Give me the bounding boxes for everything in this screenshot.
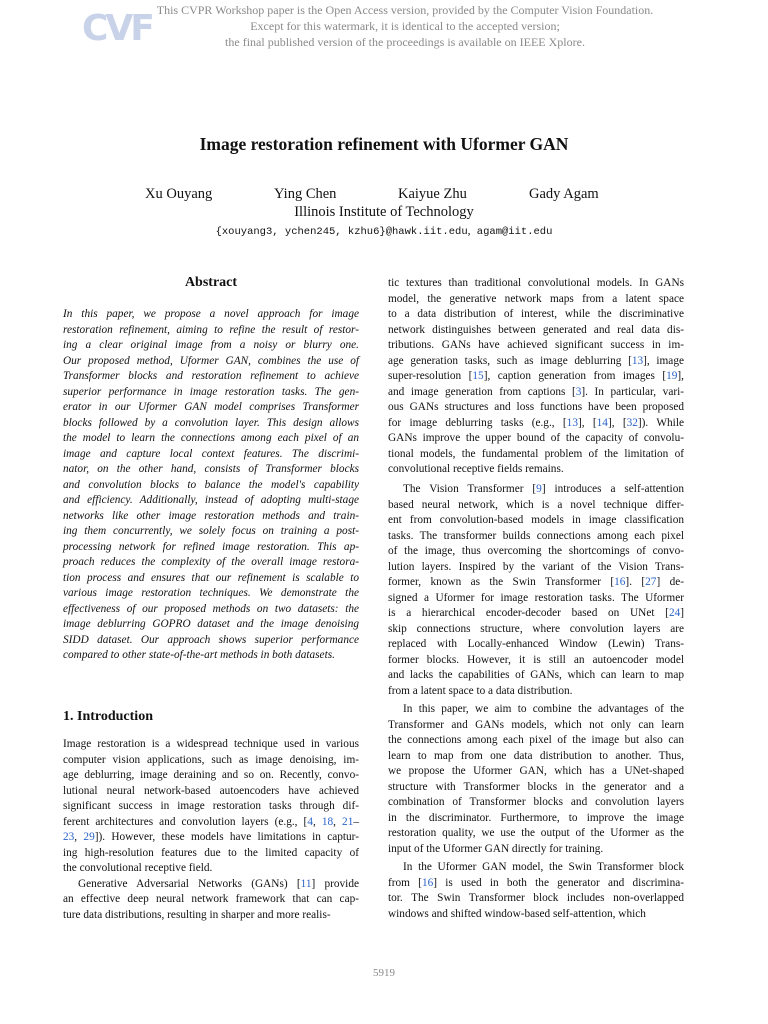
abstract-body bbox=[63, 307, 359, 664]
author-affiliation: Illinois Institute of Technology bbox=[294, 204, 474, 220]
text-line: image deblurring GOPRO dataset and the image denoising bbox=[63, 618, 359, 630]
text-line: ing them concurrently, we solely focus on training a post- bbox=[63, 525, 359, 537]
citation-link[interactable]: 9 bbox=[536, 483, 542, 495]
text-line: Transformer and GANs models, which not only can learn bbox=[388, 718, 684, 731]
text-line: In this paper, we propose a novel approach for image bbox=[63, 308, 359, 320]
text-line: based neural network, which is a novel technique differ- bbox=[388, 498, 684, 511]
text-line: tion process and ensures that our refinement is scalable to bbox=[63, 571, 359, 584]
email-separator: , bbox=[467, 225, 471, 237]
text-line: ous GANs structures and loss functions have been proposed bbox=[388, 401, 684, 413]
paragraph bbox=[63, 877, 359, 924]
text-line: windows and shifted window-based self-attention, which bbox=[388, 907, 646, 920]
text-line: is a hierarchical encoder-decoder based on UNet [24] bbox=[388, 607, 684, 619]
text-line: ture data distributions, resulting in sharper and more realis- bbox=[63, 908, 331, 921]
text-line: restoration refinement, aiming to refine the result of restor- bbox=[63, 323, 359, 336]
text-line: signed a Uformer for image restoration tasks. The Uformer bbox=[388, 591, 684, 604]
citation-link[interactable]: 14 bbox=[596, 416, 608, 429]
text-line: for image deblurring tasks (e.g., [13], [14], [32]). While bbox=[388, 416, 684, 429]
text-line: GANs improve the upper bound of the capacity of convolu- bbox=[388, 432, 684, 444]
text-line: tic textures than traditional convolutional models. In GANs bbox=[388, 277, 684, 289]
citation-link[interactable]: 11 bbox=[300, 877, 312, 890]
section-heading-introduction: 1. Introduction bbox=[63, 709, 153, 724]
text-line: from a latent space to a data distribution. bbox=[388, 684, 573, 697]
email-group: {xouyang3, ychen245, kzhu6}@hawk.iit.edu bbox=[215, 226, 468, 238]
citation-link[interactable]: 29 bbox=[83, 831, 95, 843]
text-line: the connections among each pixel of the image but also can bbox=[388, 734, 684, 746]
text-line: combination of Transformer blocks and convolution layers bbox=[388, 796, 684, 808]
text-line: convolutional receptive fields remains. bbox=[388, 463, 564, 475]
text-line: processing network for refined image restoration. This ap- bbox=[63, 540, 359, 553]
citation-link[interactable]: 21 bbox=[342, 815, 354, 828]
text-line: Transformer blocks and restoration refinement to achieve bbox=[63, 370, 359, 382]
open-access-watermark bbox=[150, 2, 660, 50]
text-line: Image restoration is a widespread technique used in various bbox=[63, 738, 359, 750]
text-line: superior performance in image restoration tasks. The gen- bbox=[63, 385, 359, 398]
text-line: tributions. GANs have achieved significant success in im- bbox=[388, 339, 684, 351]
text-line: network distinguishes between generated and real data dis- bbox=[388, 323, 684, 336]
citation-link[interactable]: 32 bbox=[626, 416, 638, 429]
watermark-line: This CVPR Workshop paper is the Open Access version, provided by the Computer Vision Foundation. bbox=[156, 3, 654, 17]
text-line: computer vision applications, such as image denoising, im- bbox=[63, 753, 359, 766]
citation-link[interactable]: 16 bbox=[421, 876, 434, 889]
introduction-body bbox=[63, 737, 359, 923]
text-line: Our proposed method, Uformer GAN, combines the use of bbox=[63, 354, 359, 367]
text-line: erator in our Uformer GAN model comprises Transformer bbox=[63, 401, 359, 413]
text-line: and efficiency. Additionally, instead of adopting multi-stage bbox=[63, 494, 359, 506]
author-name: Gady Agam bbox=[529, 186, 599, 202]
text-line: lution layers. Inspired by the variant of the Vision Trans- bbox=[388, 560, 684, 573]
text-line: age deblurring, image deraining and so on. Recently, convo- bbox=[63, 769, 359, 781]
text-line: structure with Transformer blocks in the generator and a bbox=[388, 780, 684, 793]
text-line: replaced with Locally-enhanced Window (Lewin) Trans- bbox=[388, 638, 684, 650]
text-line: former blocks. However, it is still an autoencoder model bbox=[388, 653, 684, 666]
text-line: nator, on the other hand, consists of Transformer blocks bbox=[63, 463, 359, 475]
text-line: image and capture local context features. The discrimi- bbox=[63, 447, 359, 460]
text-line: The Vision Transformer [9] introduces a self-attention bbox=[403, 483, 684, 495]
text-line: and lacks the capabilities of GANs, which can learn to map bbox=[388, 669, 684, 681]
text-line: and image generation from captions [3]. In particular, vari- bbox=[388, 385, 684, 398]
text-line: tor. The Swin Transformer block includes non-overlapped bbox=[388, 892, 684, 904]
cvf-logo-text: CVF bbox=[82, 8, 152, 49]
watermark-line: the final published version of the proceedings is available on IEEE Xplore. bbox=[225, 35, 585, 49]
author-name: Xu Ouyang bbox=[145, 186, 213, 202]
paragraph bbox=[388, 482, 684, 699]
text-line: significant success in image restoration tasks through dif- bbox=[63, 800, 359, 812]
text-line: the model to learn the connections among each pixel of an bbox=[63, 432, 359, 444]
watermark-line: Except for this watermark, it is identical to the accepted version; bbox=[250, 19, 560, 33]
text-line: former, known as the Swin Transformer [16]. [27] de- bbox=[388, 576, 685, 588]
text-line: in the discriminator. Furthermore, to improve the image bbox=[388, 811, 684, 824]
text-line: ing high-resolution features due to the limited capacity of bbox=[63, 846, 359, 859]
text-line: Generative Adversarial Networks (GANs) [11] provide bbox=[78, 877, 359, 890]
text-line: and convolution blocks to balance the model's capability bbox=[63, 478, 359, 491]
text-line: compared to other state-of-the-art methods in both datasets. bbox=[63, 649, 335, 661]
paper-title: Image restoration refinement with Uformer GAN bbox=[199, 134, 569, 154]
text-line: skip connections structure, where convolution layers are bbox=[388, 622, 684, 635]
text-line: 23, 29]). However, these models have limitations in captur- bbox=[63, 831, 359, 843]
text-line: various image restoration techniques. We demonstrate the bbox=[63, 587, 359, 599]
citation-link[interactable]: 23 bbox=[63, 831, 75, 843]
text-line: we propose the Uformer GAN, which has a UNet-shaped bbox=[388, 765, 684, 777]
text-line: In this paper, we aim to combine the advantages of the bbox=[403, 703, 684, 715]
text-line: the convolutional receptive field. bbox=[63, 862, 213, 874]
citation-link[interactable]: 13 bbox=[566, 416, 578, 429]
author-emails bbox=[0, 225, 768, 238]
text-line: an effective deep neural network framework that can cap- bbox=[63, 893, 359, 905]
text-line: proach reduces the complexity of the overall image restora- bbox=[63, 556, 359, 568]
text-line: restoration quality, we use the output of the Uformer as the bbox=[388, 827, 684, 839]
text-line: to a data distribution of interest, while the discriminative bbox=[388, 308, 684, 320]
author-name: Kaiyue Zhu bbox=[398, 186, 467, 202]
text-line: effectiveness of our proposed methods on two datasets: the bbox=[63, 602, 359, 615]
citation-link[interactable]: 19 bbox=[666, 370, 678, 382]
abstract-heading: Abstract bbox=[184, 275, 238, 290]
text-line: learn to map from one data distribution to another. Thus, bbox=[388, 749, 684, 762]
paragraph bbox=[63, 737, 359, 877]
text-line: of the image, thus overcoming the shortcomings of convo- bbox=[388, 545, 684, 557]
text-line: blocks followed by a convolution layer. This design allows bbox=[63, 416, 359, 429]
text-line: ing a clear original image from a noisy or blurry one. bbox=[63, 339, 359, 351]
page-number: 5919 bbox=[373, 967, 395, 979]
citation-link[interactable]: 16 bbox=[614, 576, 626, 588]
cvf-logo bbox=[80, 4, 152, 49]
paragraph bbox=[388, 860, 684, 922]
citation-link[interactable]: 24 bbox=[668, 607, 681, 619]
text-line: model, the generative network maps from a latent space bbox=[388, 292, 684, 305]
text-line: input of the Uformer GAN directly for training. bbox=[388, 842, 604, 855]
citation-link[interactable]: 3 bbox=[575, 385, 582, 398]
paragraph bbox=[388, 276, 684, 478]
text-line: ferent architectures and convolution layers (e.g., [4, 18, 21– bbox=[63, 815, 359, 828]
citation-link[interactable]: 15 bbox=[472, 370, 484, 382]
text-line: In the Uformer GAN model, the Swin Transformer block bbox=[403, 861, 684, 873]
citation-link[interactable]: 4 bbox=[307, 815, 313, 828]
citation-link[interactable]: 18 bbox=[321, 815, 334, 828]
text-line: ent from convolution-based models in image classification bbox=[388, 514, 684, 526]
text-line: SIDD dataset. Our approach shows superior performance bbox=[63, 633, 359, 646]
text-line: tional models, the fundamental problem of the limitation of bbox=[388, 447, 684, 460]
email-single: agam@iit.edu bbox=[470, 226, 553, 238]
paragraph bbox=[388, 702, 684, 857]
text-line: networks like other image restoration methods and train- bbox=[63, 509, 359, 522]
text-line: from [16] is used in both the generator and discrimina- bbox=[388, 876, 684, 889]
citation-link[interactable]: 13 bbox=[631, 354, 644, 367]
author-name: Ying Chen bbox=[274, 186, 337, 202]
text-line: tasks. The transformer builds connections among each pixel bbox=[388, 529, 684, 542]
text-line: super-resolution [15], caption generation from images [19], bbox=[388, 370, 684, 382]
citation-link[interactable]: 27 bbox=[645, 576, 657, 588]
text-line: age generation tasks, such as image deblurring [13], image bbox=[388, 354, 684, 367]
text-line: lutional neural network-based autoencoders have achieved bbox=[63, 784, 359, 797]
